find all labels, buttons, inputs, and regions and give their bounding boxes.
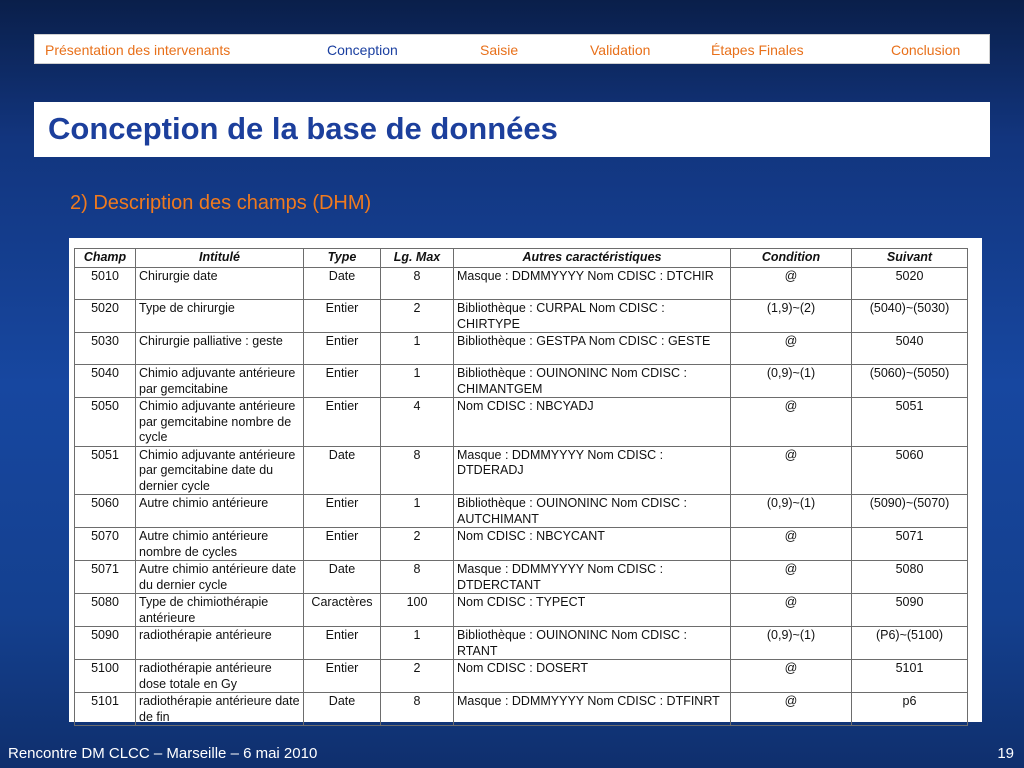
header-champ: Champ	[75, 249, 136, 268]
cell-autres: Bibliothèque : CURPAL Nom CDISC : CHIRTYPE	[454, 300, 731, 333]
cell-type: Entier	[304, 398, 381, 447]
cell-type: Date	[304, 446, 381, 495]
cell-suivant: (5090)~(5070)	[852, 495, 968, 528]
cell-suivant: (P6)~(5100)	[852, 627, 968, 660]
cell-suivant: 5040	[852, 333, 968, 365]
cell-condition: @	[731, 398, 852, 447]
cell-champ: 5010	[75, 268, 136, 300]
cell-autres: Nom CDISC : NBCYADJ	[454, 398, 731, 447]
cell-lg-max: 1	[381, 333, 454, 365]
table-row	[75, 300, 968, 333]
cell-lg-max: 8	[381, 561, 454, 594]
header-autres-caracteristiques: Autres caractéristiques	[454, 249, 731, 268]
cell-autres: Bibliothèque : OUINONINC Nom CDISC : AUTCHIMANT	[454, 495, 731, 528]
cell-suivant: 5020	[852, 268, 968, 300]
cell-type: Entier	[304, 627, 381, 660]
cell-lg-max: 8	[381, 446, 454, 495]
cell-suivant: p6	[852, 693, 968, 726]
page-number: 19	[997, 745, 1014, 762]
cell-autres: Masque : DDMMYYYY Nom CDISC : DTDERCTANT	[454, 561, 731, 594]
cell-intitule: Chimio adjuvante antérieure par gemcitabine	[136, 365, 304, 398]
cell-lg-max: 8	[381, 693, 454, 726]
cell-lg-max: 2	[381, 660, 454, 693]
cell-autres: Bibliothèque : GESTPA Nom CDISC : GESTE	[454, 333, 731, 365]
header-intitule: Intitulé	[136, 249, 304, 268]
cell-lg-max: 2	[381, 528, 454, 561]
cell-suivant: 5080	[852, 561, 968, 594]
nav-item-conclusion[interactable]: Conclusion	[891, 42, 961, 58]
cell-type: Entier	[304, 495, 381, 528]
nav-item-saisie[interactable]: Saisie	[480, 42, 519, 58]
top-navigation	[34, 34, 990, 64]
cell-autres: Bibliothèque : OUINONINC Nom CDISC : RTANT	[454, 627, 731, 660]
cell-condition: (0,9)~(1)	[731, 365, 852, 398]
cell-lg-max: 100	[381, 594, 454, 627]
table-row	[75, 561, 968, 594]
cell-autres: Nom CDISC : DOSERT	[454, 660, 731, 693]
cell-intitule: Type de chimiothérapie antérieure	[136, 594, 304, 627]
cell-champ: 5100	[75, 660, 136, 693]
cell-champ: 5080	[75, 594, 136, 627]
cell-autres: Nom CDISC : NBCYCANT	[454, 528, 731, 561]
cell-autres: Bibliothèque : OUINONINC Nom CDISC : CHIMANTGEM	[454, 365, 731, 398]
table-body	[75, 268, 968, 726]
cell-lg-max: 1	[381, 495, 454, 528]
cell-champ: 5070	[75, 528, 136, 561]
cell-champ: 5051	[75, 446, 136, 495]
section-subtitle: 2) Description des champs (DHM)	[70, 192, 372, 214]
cell-intitule: Autre chimio antérieure nombre de cycles	[136, 528, 304, 561]
header-lg-max: Lg. Max	[381, 249, 454, 268]
cell-champ: 5040	[75, 365, 136, 398]
cell-intitule: Chirurgie date	[136, 268, 304, 300]
table-row	[75, 627, 968, 660]
cell-autres: Masque : DDMMYYYY Nom CDISC : DTCHIR	[454, 268, 731, 300]
cell-suivant: 5071	[852, 528, 968, 561]
cell-condition: @	[731, 268, 852, 300]
table-container	[69, 238, 982, 722]
header-suivant: Suivant	[852, 249, 968, 268]
cell-intitule: Chimio adjuvante antérieure par gemcitabine nombre de cycle	[136, 398, 304, 447]
footer-event-text: Rencontre DM CLCC – Marseille – 6 mai 2010	[8, 745, 318, 762]
cell-condition: (1,9)~(2)	[731, 300, 852, 333]
table-row	[75, 594, 968, 627]
cell-type: Date	[304, 561, 381, 594]
cell-intitule: Type de chirurgie	[136, 300, 304, 333]
cell-condition: (0,9)~(1)	[731, 495, 852, 528]
cell-suivant: 5101	[852, 660, 968, 693]
cell-champ: 5030	[75, 333, 136, 365]
header-condition: Condition	[731, 249, 852, 268]
table-row	[75, 660, 968, 693]
cell-lg-max: 4	[381, 398, 454, 447]
cell-condition: @	[731, 333, 852, 365]
cell-type: Entier	[304, 528, 381, 561]
cell-condition: @	[731, 528, 852, 561]
page-title: Conception de la base de données	[48, 111, 558, 146]
nav-item-presentation[interactable]: Présentation des intervenants	[45, 42, 231, 58]
cell-intitule: radiothérapie antérieure date de fin	[136, 693, 304, 726]
table-header-row	[75, 249, 968, 268]
cell-intitule: Autre chimio antérieure date du dernier cycle	[136, 561, 304, 594]
cell-autres: Nom CDISC : TYPECT	[454, 594, 731, 627]
table-row	[75, 528, 968, 561]
cell-champ: 5071	[75, 561, 136, 594]
cell-champ: 5090	[75, 627, 136, 660]
cell-champ: 5050	[75, 398, 136, 447]
cell-suivant: 5060	[852, 446, 968, 495]
cell-condition: @	[731, 693, 852, 726]
cell-suivant: (5040)~(5030)	[852, 300, 968, 333]
cell-champ: 5101	[75, 693, 136, 726]
cell-type: Entier	[304, 300, 381, 333]
cell-intitule: Chimio adjuvante antérieure par gemcitabine date du dernier cycle	[136, 446, 304, 495]
cell-suivant: (5060)~(5050)	[852, 365, 968, 398]
table-row	[75, 495, 968, 528]
table-row	[75, 333, 968, 365]
cell-autres: Masque : DDMMYYYY Nom CDISC : DTDERADJ	[454, 446, 731, 495]
cell-lg-max: 8	[381, 268, 454, 300]
cell-intitule: radiothérapie antérieure	[136, 627, 304, 660]
table-row	[75, 268, 968, 300]
cell-intitule: radiothérapie antérieure dose totale en Gy	[136, 660, 304, 693]
cell-condition: @	[731, 446, 852, 495]
cell-suivant: 5051	[852, 398, 968, 447]
header-type: Type	[304, 249, 381, 268]
nav-item-conception[interactable]: Conception	[327, 42, 398, 58]
cell-type: Date	[304, 693, 381, 726]
cell-type: Entier	[304, 365, 381, 398]
cell-champ: 5060	[75, 495, 136, 528]
nav-item-etapes-finales[interactable]: Étapes Finales	[711, 42, 804, 58]
table-row	[75, 365, 968, 398]
cell-condition: @	[731, 594, 852, 627]
cell-condition: @	[731, 660, 852, 693]
table-row	[75, 693, 968, 726]
cell-type: Caractères	[304, 594, 381, 627]
cell-condition: (0,9)~(1)	[731, 627, 852, 660]
table-row	[75, 446, 968, 495]
cell-lg-max: 1	[381, 365, 454, 398]
cell-autres: Masque : DDMMYYYY Nom CDISC : DTFINRT	[454, 693, 731, 726]
nav-item-validation[interactable]: Validation	[590, 42, 651, 58]
title-box	[34, 102, 990, 157]
table-row	[75, 398, 968, 447]
cell-suivant: 5090	[852, 594, 968, 627]
cell-champ: 5020	[75, 300, 136, 333]
cell-intitule: Autre chimio antérieure	[136, 495, 304, 528]
cell-type: Entier	[304, 660, 381, 693]
cell-lg-max: 2	[381, 300, 454, 333]
cell-intitule: Chirurgie palliative : geste	[136, 333, 304, 365]
cell-type: Date	[304, 268, 381, 300]
fields-table	[74, 248, 968, 726]
cell-lg-max: 1	[381, 627, 454, 660]
cell-condition: @	[731, 561, 852, 594]
cell-type: Entier	[304, 333, 381, 365]
